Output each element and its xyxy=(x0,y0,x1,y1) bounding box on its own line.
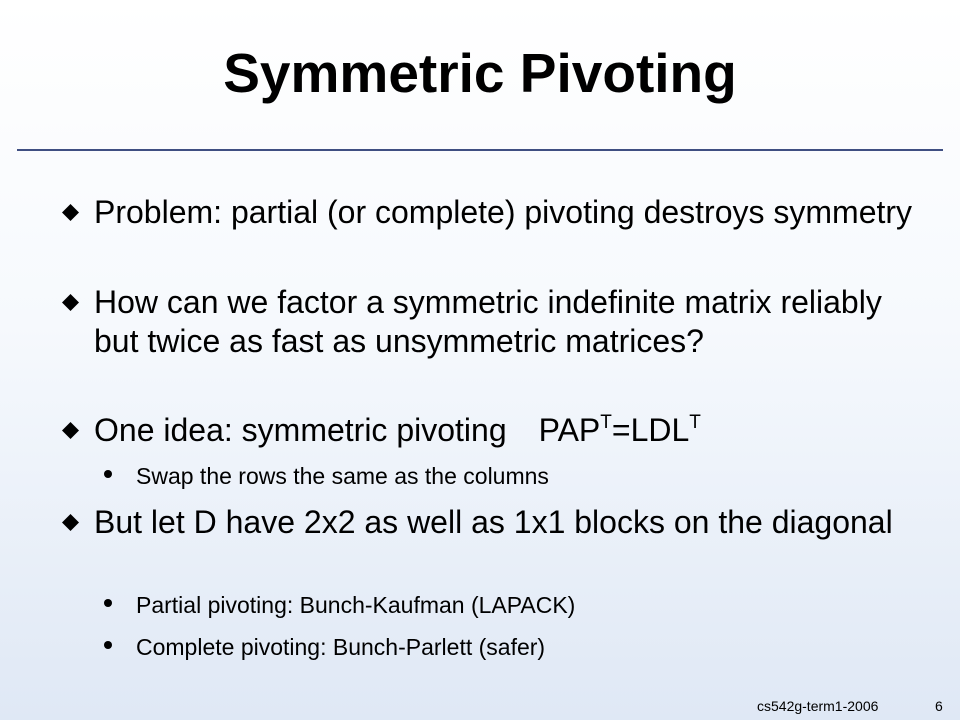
bullet-text: Problem: partial (or complete) pivoting destroys symmetry xyxy=(94,194,913,230)
dot-bullet-icon xyxy=(104,599,112,607)
subbullet-swap xyxy=(104,462,836,490)
diamond-bullet-icon xyxy=(62,422,79,439)
bullet-text: How can we factor a symmetric indefinite matrix reliably but twice as fast as unsymmetric matrices? xyxy=(94,284,882,359)
subbullet-complete xyxy=(104,633,836,661)
dot-bullet-icon xyxy=(104,470,112,478)
bullet-problem xyxy=(62,193,914,232)
bullet-text: But let D have 2x2 as well as 1x1 blocks on the diagonal xyxy=(94,504,893,540)
bullet-text xyxy=(94,411,914,450)
subbullet-text: Partial pivoting: Bunch-Kaufman (LAPACK) xyxy=(136,592,576,618)
diamond-bullet-icon xyxy=(62,514,79,531)
slide-number: 6 xyxy=(935,698,943,714)
idea-text: One idea: symmetric pivoting xyxy=(94,412,507,448)
slide-title: Symmetric Pivoting xyxy=(223,42,737,104)
diamond-bullet-icon xyxy=(62,294,79,311)
subbullet-partial xyxy=(104,591,836,619)
bullet-idea xyxy=(62,411,914,450)
subbullet-text: Swap the rows the same as the columns xyxy=(136,463,549,489)
title-divider xyxy=(17,149,943,151)
bullet-question xyxy=(62,283,914,361)
dot-bullet-icon xyxy=(104,641,112,649)
subbullet-text: Complete pivoting: Bunch-Parlett (safer) xyxy=(136,634,546,660)
footer-course: cs542g-term1-2006 xyxy=(757,698,879,714)
diamond-bullet-icon xyxy=(62,204,79,221)
ldl-formula: $PAP^T=LDL^T$ xyxy=(538,412,701,448)
bullet-blocks xyxy=(62,503,914,542)
